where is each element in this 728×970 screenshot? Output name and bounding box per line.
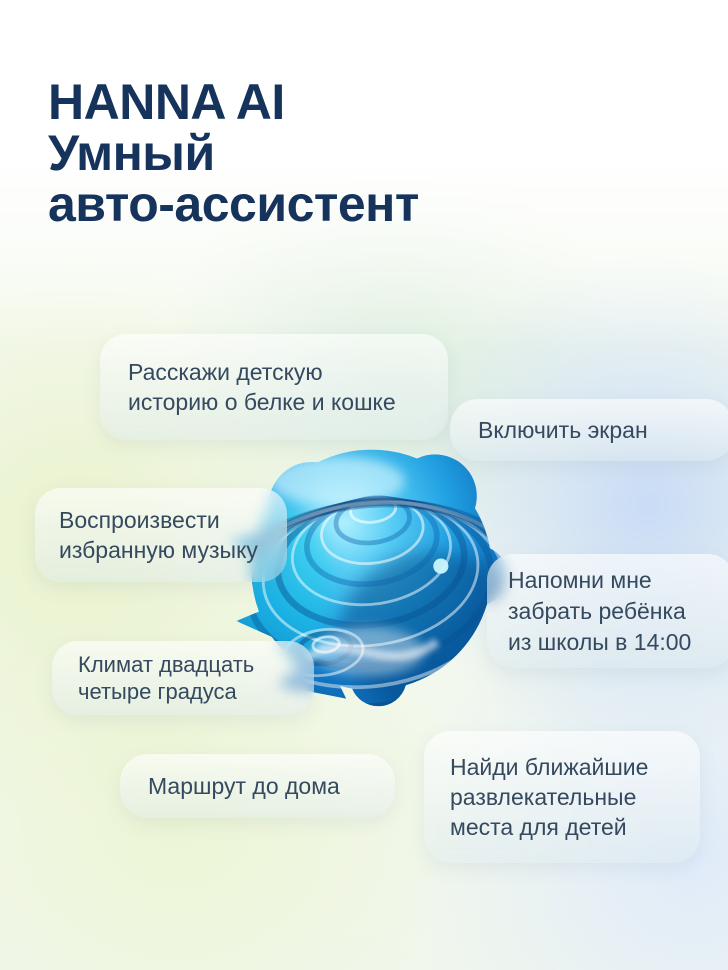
bubble-kids-story (100, 334, 448, 440)
subtitle-line-1: Умный (48, 125, 215, 181)
title-block (48, 74, 419, 232)
bubble-screen-on (450, 399, 728, 461)
bubble-reminder (487, 554, 728, 668)
bubble-text-line: четыре градуса (78, 679, 237, 704)
bubble-text-line: Маршрут до дома (148, 773, 340, 799)
bubble-text-line: Расскажи детскую (128, 359, 323, 385)
bubble-text-line: Климат двадцать (78, 652, 255, 677)
bubble-text-line: Напомни мне (508, 566, 652, 593)
bubble-route-home (120, 754, 395, 818)
bubble-text-line: Воспроизвести (59, 507, 220, 533)
bubble-kids-places (424, 731, 700, 863)
bubble-climate (52, 641, 314, 715)
bubble-play-music (35, 488, 287, 582)
bubble-text-line: Найди ближайшие (450, 754, 649, 780)
bubble-text-line: забрать ребёнка (508, 597, 686, 624)
subtitle-line-2: авто-ассистент (48, 176, 419, 232)
bubble-text-line: места для детей (450, 814, 627, 840)
brand-title: HANNA AI (48, 74, 285, 130)
bubble-text-line: развлекательные (450, 784, 637, 810)
bubble-text-line: Включить экран (478, 417, 648, 443)
bubble-text-line: избранную музыку (59, 537, 258, 563)
bubble-text-line: историю о белке и кошке (128, 389, 396, 415)
bubble-text-line: из школы в 14:00 (508, 628, 692, 655)
